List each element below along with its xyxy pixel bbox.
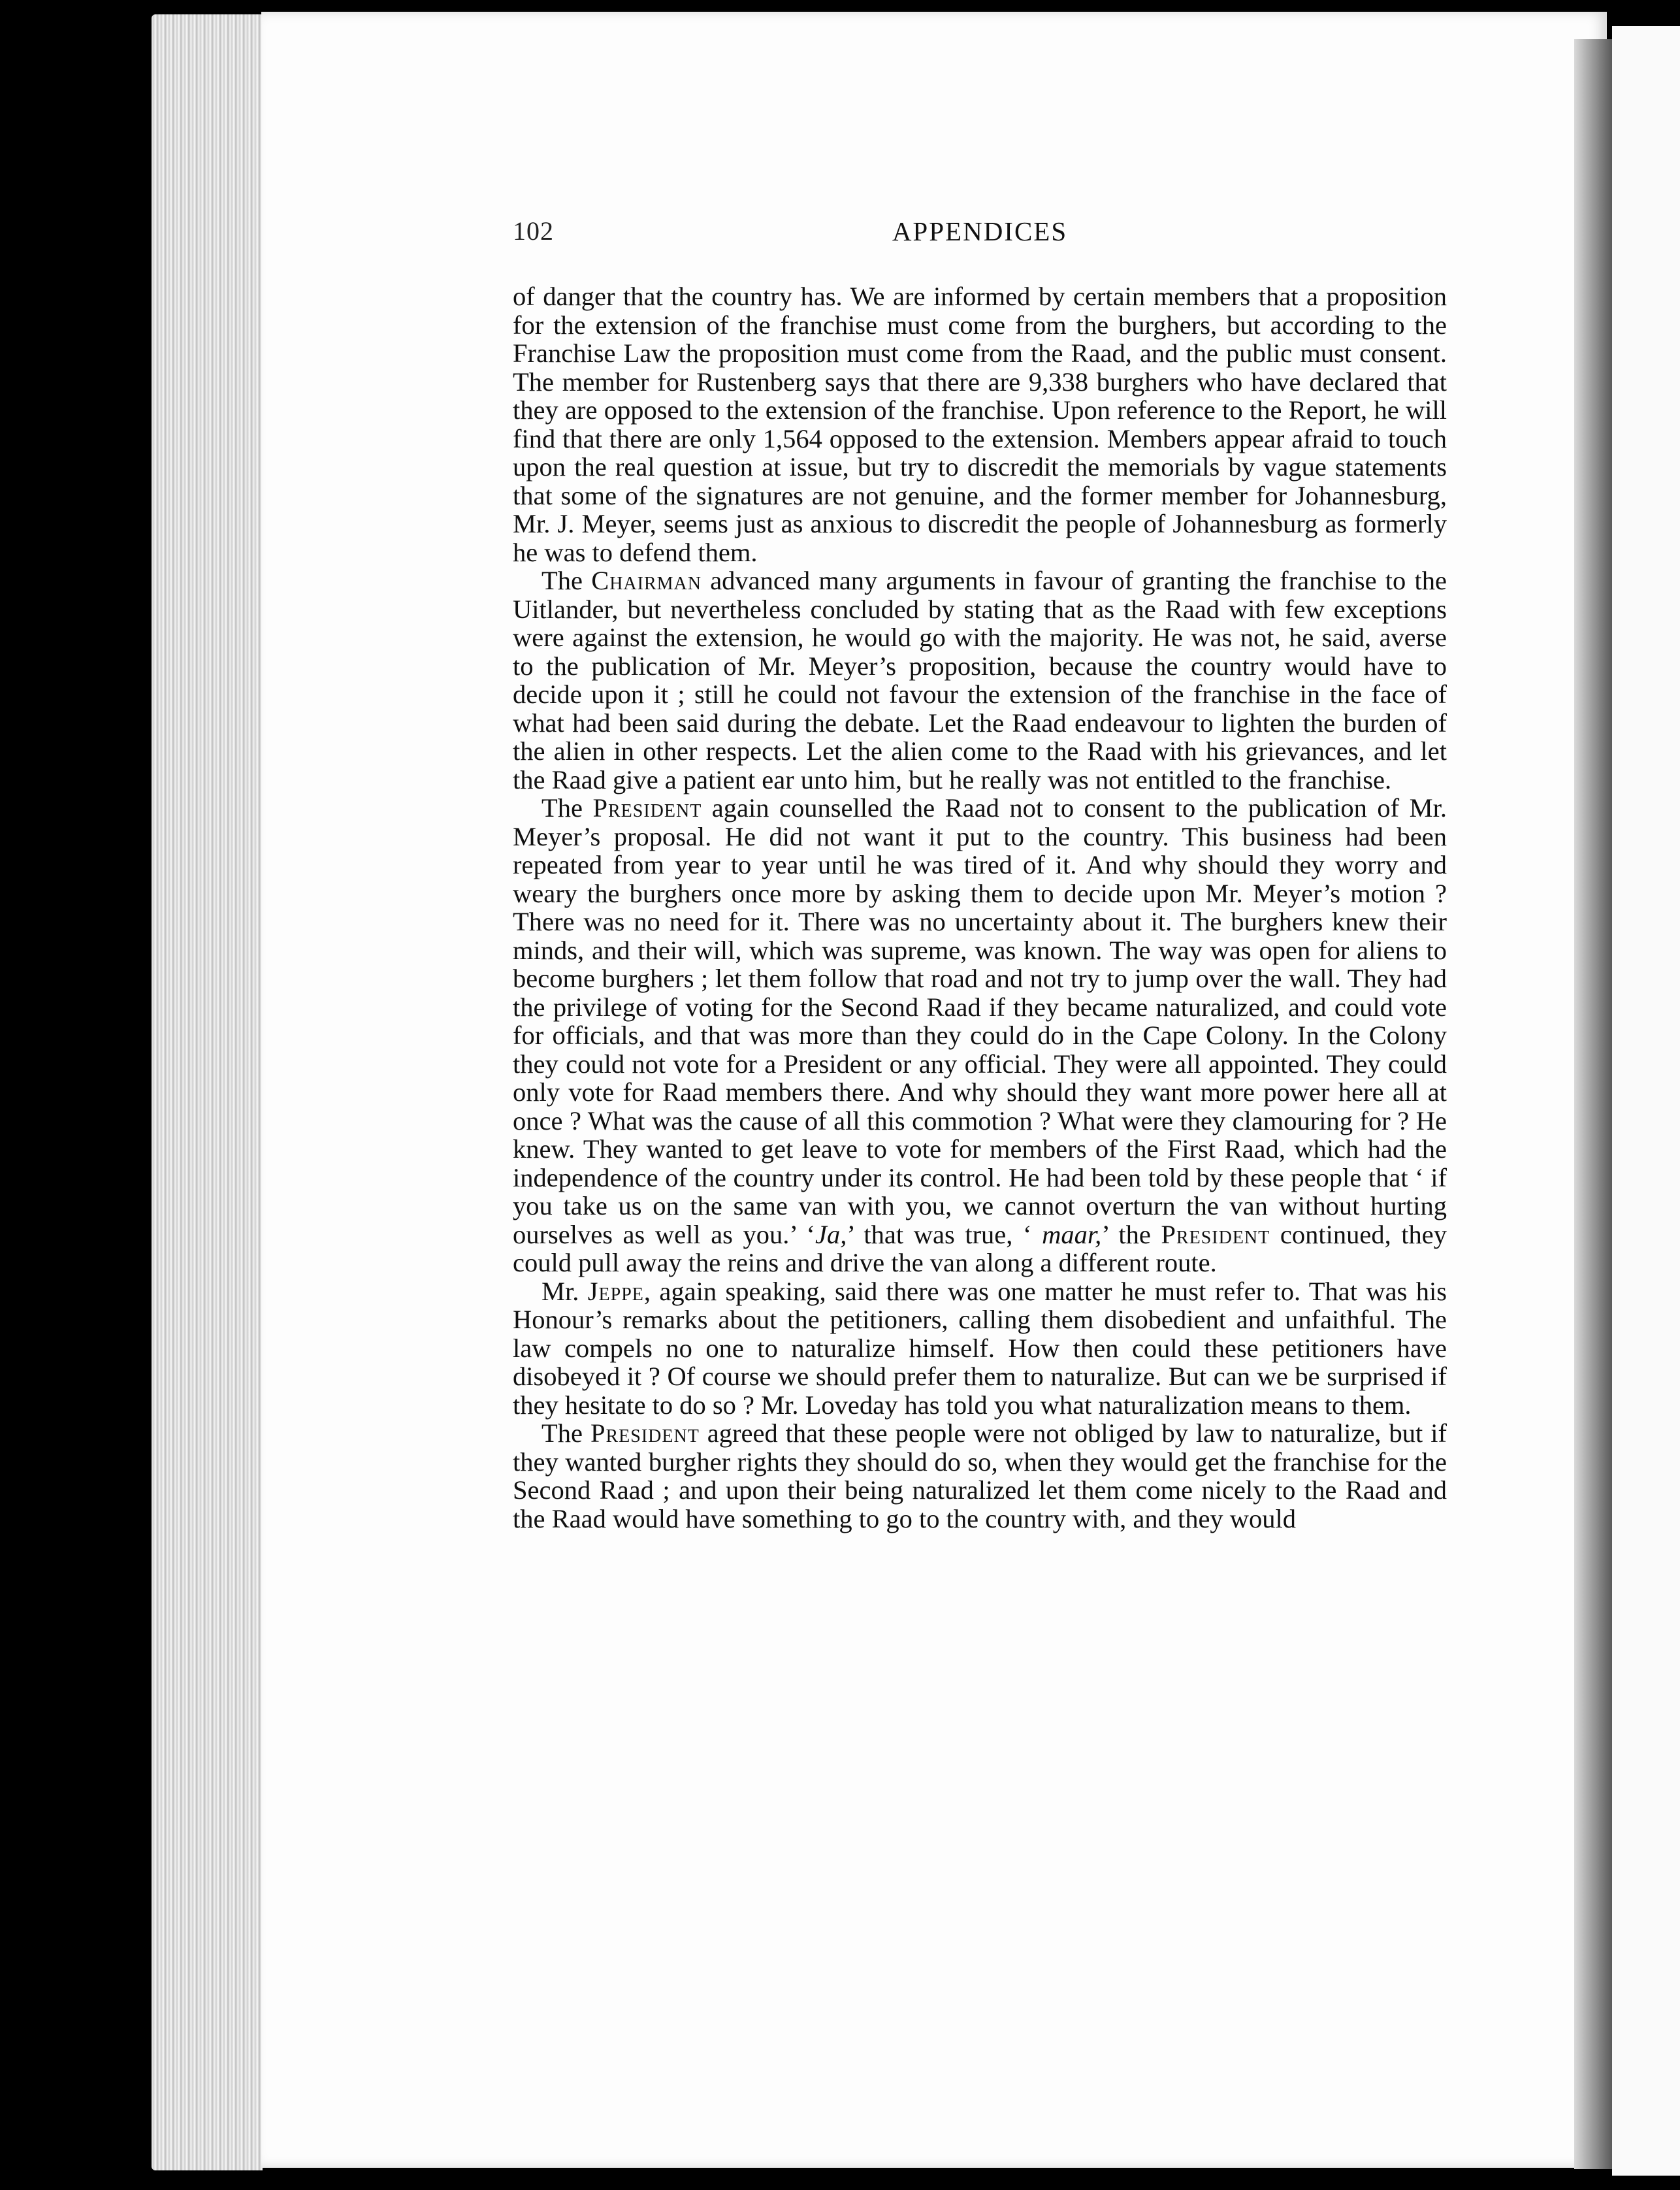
text-segment: The [541, 793, 593, 823]
text-segment: of danger that the country has. We are informed by certain members that a proposition for the extension of the franchise must come from the burghers, but according to the Franchise Law the proposition must come from the Raad, and the public must consent. The member for Rustenberg says that there are 9,338 burghers who have declared that they are opposed to the extension of the franchise. Upon reference to the Report, he will find that there are only 1,564 opposed to the extension. Members appear afraid to touch upon the real question at issue, but try to discredit the memorials by vague statements that some of the signatures are not genuine, and the former member for Johannesburg, Mr. J. Meyer, seems just as anxious to discredit the people of Johannesburg as formerly he was to defend them. [513, 282, 1447, 567]
page-number: 102 [513, 216, 554, 246]
speaker-name: President [590, 1418, 700, 1448]
text-segment: Mr. [541, 1276, 588, 1306]
book-page-edges [152, 14, 263, 2170]
italic-word: Ja, [815, 1219, 847, 1249]
text-segment: , again speaking, said there was one matter he must refer to. That was his Honour’s remarks about the petitioners, calling them disobedient and unfaithful. The law compels no one to naturalize himself. How then could these petitioners have disobeyed it ? Of course we should prefer them to naturalize. But can we be surprised if they hesitate to do so ? Mr. Loveday has told you what naturalization means to them. [513, 1276, 1447, 1420]
text-segment: ’ the [1101, 1219, 1161, 1249]
text-segment: advanced many arguments in favour of granting the franchise to the Uitlander, but nevertheless concluded by stating that as the Raad with few exceptions were against the extension, he would go with the majority. He was not, he said, averse to the publication of Mr. Meyer’s proposition, because the country would have to decide upon it ; still he could not favour the extension of the franchise in the face of what had been said during the debate. Let the Raad endeavour to lighten the burden of the alien in other respects. Let the alien come to the Raad with his grievances, and let the Raad give a patient ear unto him, but he really was not entitled to the franchise. [513, 566, 1447, 794]
facing-page-edge [1612, 26, 1680, 2176]
running-head: APPENDICES [892, 216, 1068, 246]
paragraph [513, 1419, 1447, 1533]
paragraph [513, 794, 1447, 1277]
paragraph [513, 282, 1447, 566]
body-text [513, 282, 1447, 1533]
paragraph [513, 1277, 1447, 1420]
text-segment: continued, they could pull away the reins and drive the van along a different route. [513, 1219, 1447, 1277]
text-segment: again counselled the Raad not to consent to the publication of Mr. Meyer’s proposal. He did not want it put to the country. This business had been repeated from year to year until he was tired of it. And why should they worry and weary the burghers once more by asking them to decide upon Mr. Meyer’s motion ? There was no need for it. There was no uncertainty about it. The burghers knew their minds, and their will, which was supreme, was known. The way was open for aliens to become burghers ; let them follow that road and not try to jump over the wall. They had the privilege of voting for the Second Raad if they became naturalized, and could vote for officials, and that was more than they could do in the Cape Colony. In the Colony they could not vote for a President or any official. They were all appointed. They could only vote for Raad members there. And why should they want more power here all at once ? What was the cause of all this commotion ? What were they clamouring for ? He knew. They wanted to get leave to vote for members of the First Raad, which had the independence of the country under its control. He had been told by these people that ‘ if you take us on the same van with you, we cannot overturn the van without hurting ourselves as well as you.’ ‘ [513, 793, 1447, 1249]
page-header [513, 216, 1447, 255]
paragraph [513, 566, 1447, 794]
italic-word: maar, [1042, 1219, 1102, 1249]
text-segment: The [541, 566, 592, 595]
speaker-name: President [592, 793, 702, 823]
gutter-shadow [1574, 39, 1613, 2169]
text-segment: agreed that these people were not obliged by law to naturalize, but if they wanted burgher rights they should do so, when they would get the franchise for the Second Raad ; and upon their being naturalized let them come nicely to the Raad and the Raad would have something to go to the country with, and they would [513, 1418, 1447, 1533]
speaker-name: President [1161, 1219, 1270, 1249]
speaker-name: Chairman [591, 566, 702, 595]
text-segment: The [541, 1418, 590, 1448]
speaker-name: Jeppe [587, 1276, 644, 1306]
text-segment: ’ that was true, ‘ [847, 1219, 1042, 1249]
